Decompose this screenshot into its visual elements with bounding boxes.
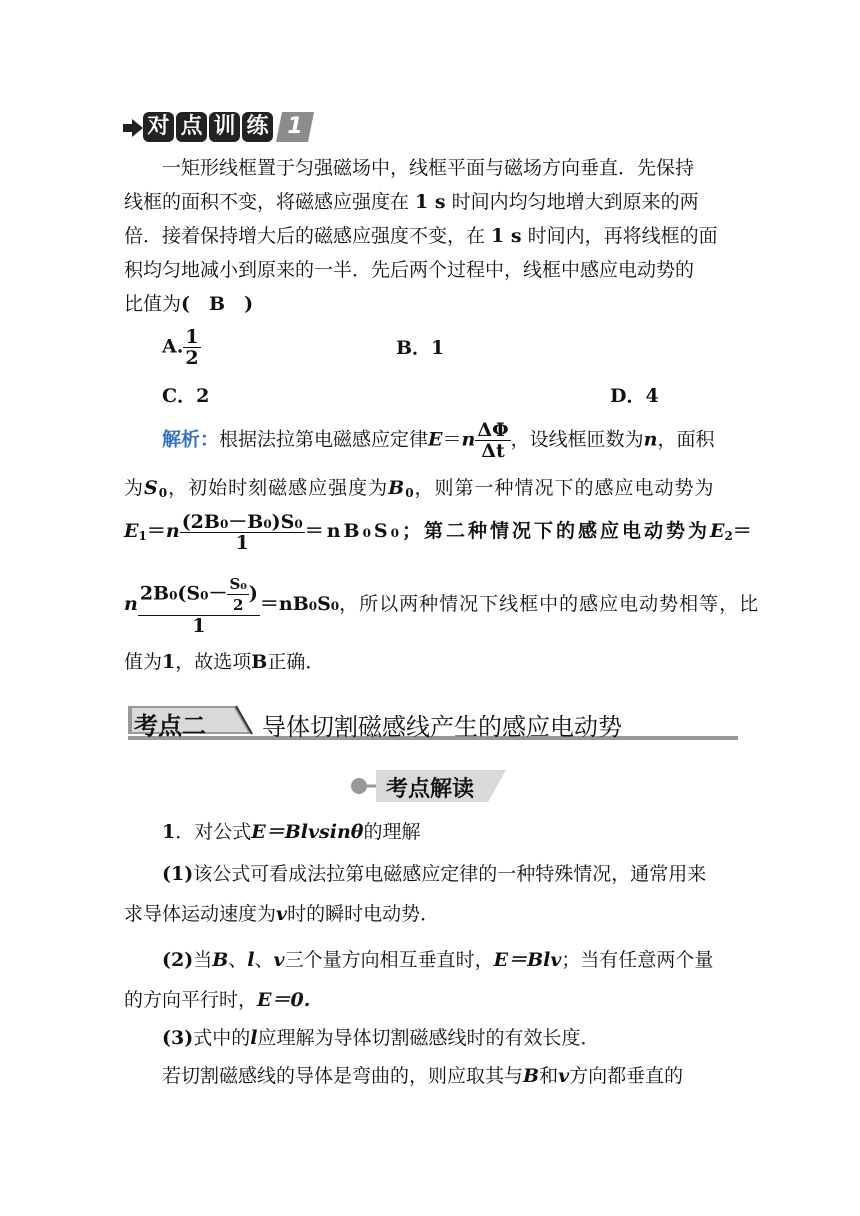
body-line: (1)该公式可看成法拉第电磁感应定律的一种特殊情况，通常用来 — [162, 863, 707, 885]
solution-line: $E_1=n$ $\frac{\text{(2B₀－B₀)S₀}}{1}$ ＝nB₀S₀；第二种情况下的感应电动势为$E_2=$ — [124, 511, 752, 554]
answer: ( B ) — [181, 293, 254, 315]
training-char: 点 — [180, 114, 203, 139]
problem-line: 比值为( B ) — [124, 293, 254, 315]
section-tag: 考点二 — [134, 712, 206, 740]
solution-label: 解析： — [162, 428, 220, 451]
problem-line: 线框的面积不变，将磁感应强度在 1 s 时间内均匀地增大到原来的两 — [124, 191, 699, 213]
body-line: 的方向平行时，E＝0. — [124, 989, 311, 1011]
training-char: 练 — [246, 114, 269, 139]
option-d[interactable]: D．4 — [610, 385, 659, 407]
solution-line: 解析：根据法拉第电磁感应定律E＝n $\frac{\Delta\Phi}{\Delta t}$ ，设线框匝数为n，面积 — [162, 419, 715, 462]
training-badge — [143, 112, 273, 142]
problem-line: 积均匀地减小到原来的一半．先后两个过程中，线框中感应电动势的 — [124, 259, 695, 281]
training-char: 训 — [213, 114, 236, 139]
section-title: 导体切割磁感线产生的感应电动势 — [262, 713, 622, 741]
solution-line: 为$S_0$，初始时刻磁感应强度为$B_0$，则第一种情况下的感应电动势为 — [124, 477, 715, 500]
body-line: 求导体运动速度为v时的瞬时电动势． — [124, 903, 440, 925]
option-c[interactable]: C．2 — [162, 385, 210, 407]
problem-line: 一矩形线框置于匀强磁场中，线框平面与磁场方向垂直．先保持 — [162, 157, 695, 179]
body-line: (3)式中的l应理解为导体切割磁感线时的有效长度． — [162, 1027, 600, 1049]
section-header — [128, 704, 738, 742]
problem-line: 倍．接着保持增大后的磁感应强度不变，在 1 s 时间内，再将线框的面 — [124, 225, 718, 247]
solution-line: 值为1，故选项B正确． — [124, 651, 325, 673]
body-line: (2)当B、l、v三个量方向相互垂直时，E＝Blv；当有任意两个量 — [162, 949, 714, 971]
training-number: 1 — [276, 112, 314, 142]
training-char: 对 — [147, 114, 170, 139]
body-line: 若切割磁感线的导体是弯曲的，则应取其与B和v方向都垂直的 — [162, 1065, 684, 1087]
subsection-header — [340, 768, 506, 804]
subsection-title: 考点解读 — [386, 777, 475, 802]
option-b[interactable]: B．1 — [396, 337, 445, 359]
arrow-icon — [122, 118, 144, 138]
body-line: 1．对公式E＝Blvsinθ的理解 — [162, 821, 421, 843]
option-a[interactable]: A. $\frac{1}{2}$ — [162, 326, 199, 369]
solution-line: n 2B₀(S₀－ $\frac{\text{S₀}}{2}$ ) 1 ＝nB₀S₀，所以两种情况下线框中的感应电动势相等，比 — [124, 575, 760, 637]
